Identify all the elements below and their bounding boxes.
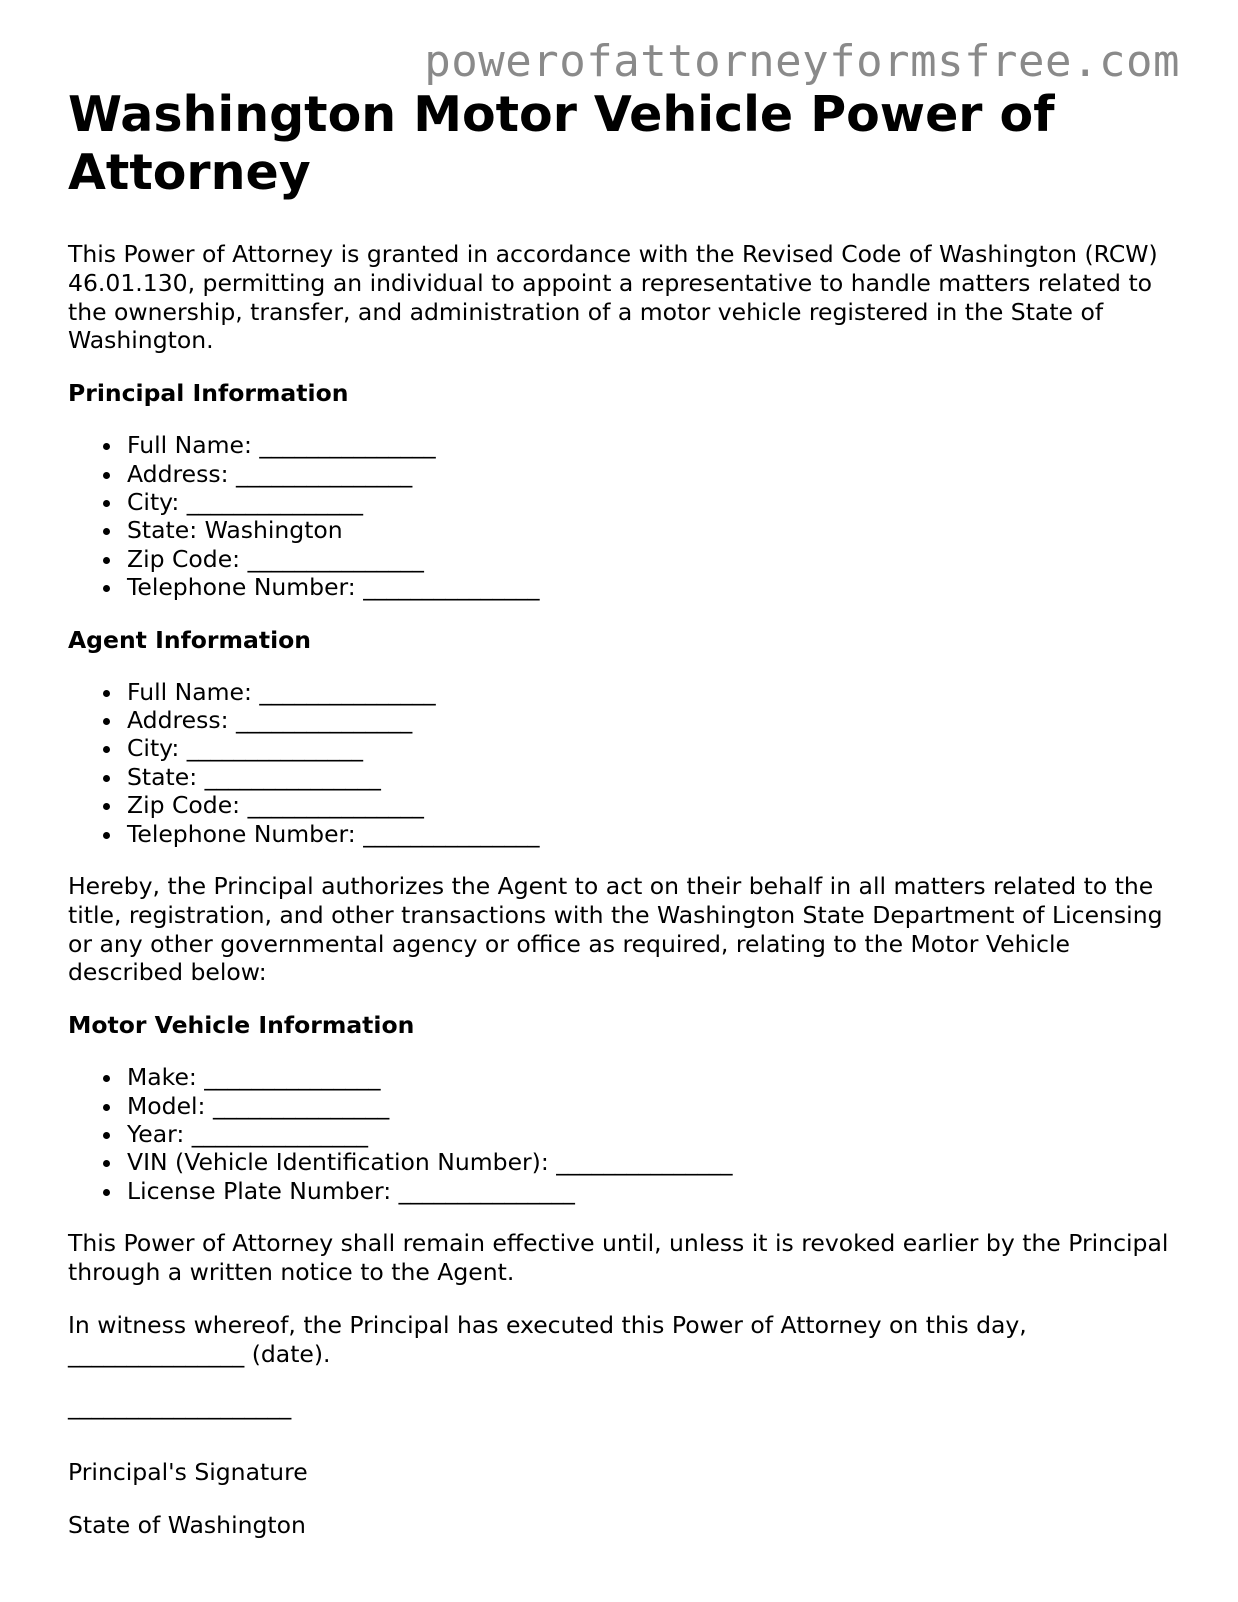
effective-paragraph: This Power of Attorney shall remain effective until, unless it is revoked earlier by the Principal through a written notice to the Agent. xyxy=(68,1229,1169,1287)
principal-full-name-field: Full Name: _______________ xyxy=(127,431,1178,459)
principal-address-field: Address: _______________ xyxy=(127,460,1178,488)
state-line: State of Washington xyxy=(68,1511,306,1540)
vehicle-fields-list xyxy=(68,1063,1178,1205)
agent-zip-field: Zip Code: _______________ xyxy=(127,791,1178,819)
principal-fields-list xyxy=(68,431,1178,601)
agent-heading: Agent Information xyxy=(68,625,312,654)
principal-heading: Principal Information xyxy=(68,379,349,408)
vehicle-model-field: Model: _______________ xyxy=(127,1092,1178,1120)
principal-phone-field: Telephone Number: _______________ xyxy=(127,573,1178,601)
agent-full-name-field: Full Name: _______________ xyxy=(127,678,1178,706)
witness-paragraph: In witness whereof, the Principal has executed this Power of Attorney on this day, _______________ (date). xyxy=(68,1310,1027,1368)
agent-city-field: City: _______________ xyxy=(127,734,1178,762)
watermark: powerofattorneyformsfree.com xyxy=(424,36,1180,87)
principal-zip-field: Zip Code: _______________ xyxy=(127,545,1178,573)
principal-state-field: State: Washington xyxy=(127,516,1178,544)
agent-state-field: State: _______________ xyxy=(127,763,1178,791)
authorization-paragraph: Hereby, the Principal authorizes the Agent to act on their behalf in all matters related to the title, registration, and other transactions with the Washington State Department of Licensing or any other governmental agency or office as required, relating to the Motor Vehicle described below: xyxy=(68,872,1163,987)
principal-city-field: City: _______________ xyxy=(127,488,1178,516)
vehicle-make-field: Make: _______________ xyxy=(127,1063,1178,1091)
vehicle-vin-field: VIN (Vehicle Identification Number): _______________ xyxy=(127,1148,1178,1176)
vehicle-heading: Motor Vehicle Information xyxy=(68,1011,415,1040)
agent-address-field: Address: _______________ xyxy=(127,706,1178,734)
vehicle-year-field: Year: _______________ xyxy=(127,1120,1178,1148)
vehicle-plate-field: License Plate Number: _______________ xyxy=(127,1177,1178,1205)
signature-line: ___________________ xyxy=(68,1392,292,1421)
document-body xyxy=(68,86,1178,1540)
agent-phone-field: Telephone Number: _______________ xyxy=(127,820,1178,848)
intro-paragraph: This Power of Attorney is granted in accordance with the Revised Code of Washington (RCW) 46.01.130, permitting an individual to appoint a representative to handle matters related to the ownership, transfer, and administration of a motor vehicle registered in the State of Washington. xyxy=(68,240,1158,355)
document-title: Washington Motor Vehicle Power of Attorney xyxy=(68,86,1055,201)
agent-fields-list xyxy=(68,678,1178,848)
signature-label: Principal's Signature xyxy=(68,1458,308,1487)
